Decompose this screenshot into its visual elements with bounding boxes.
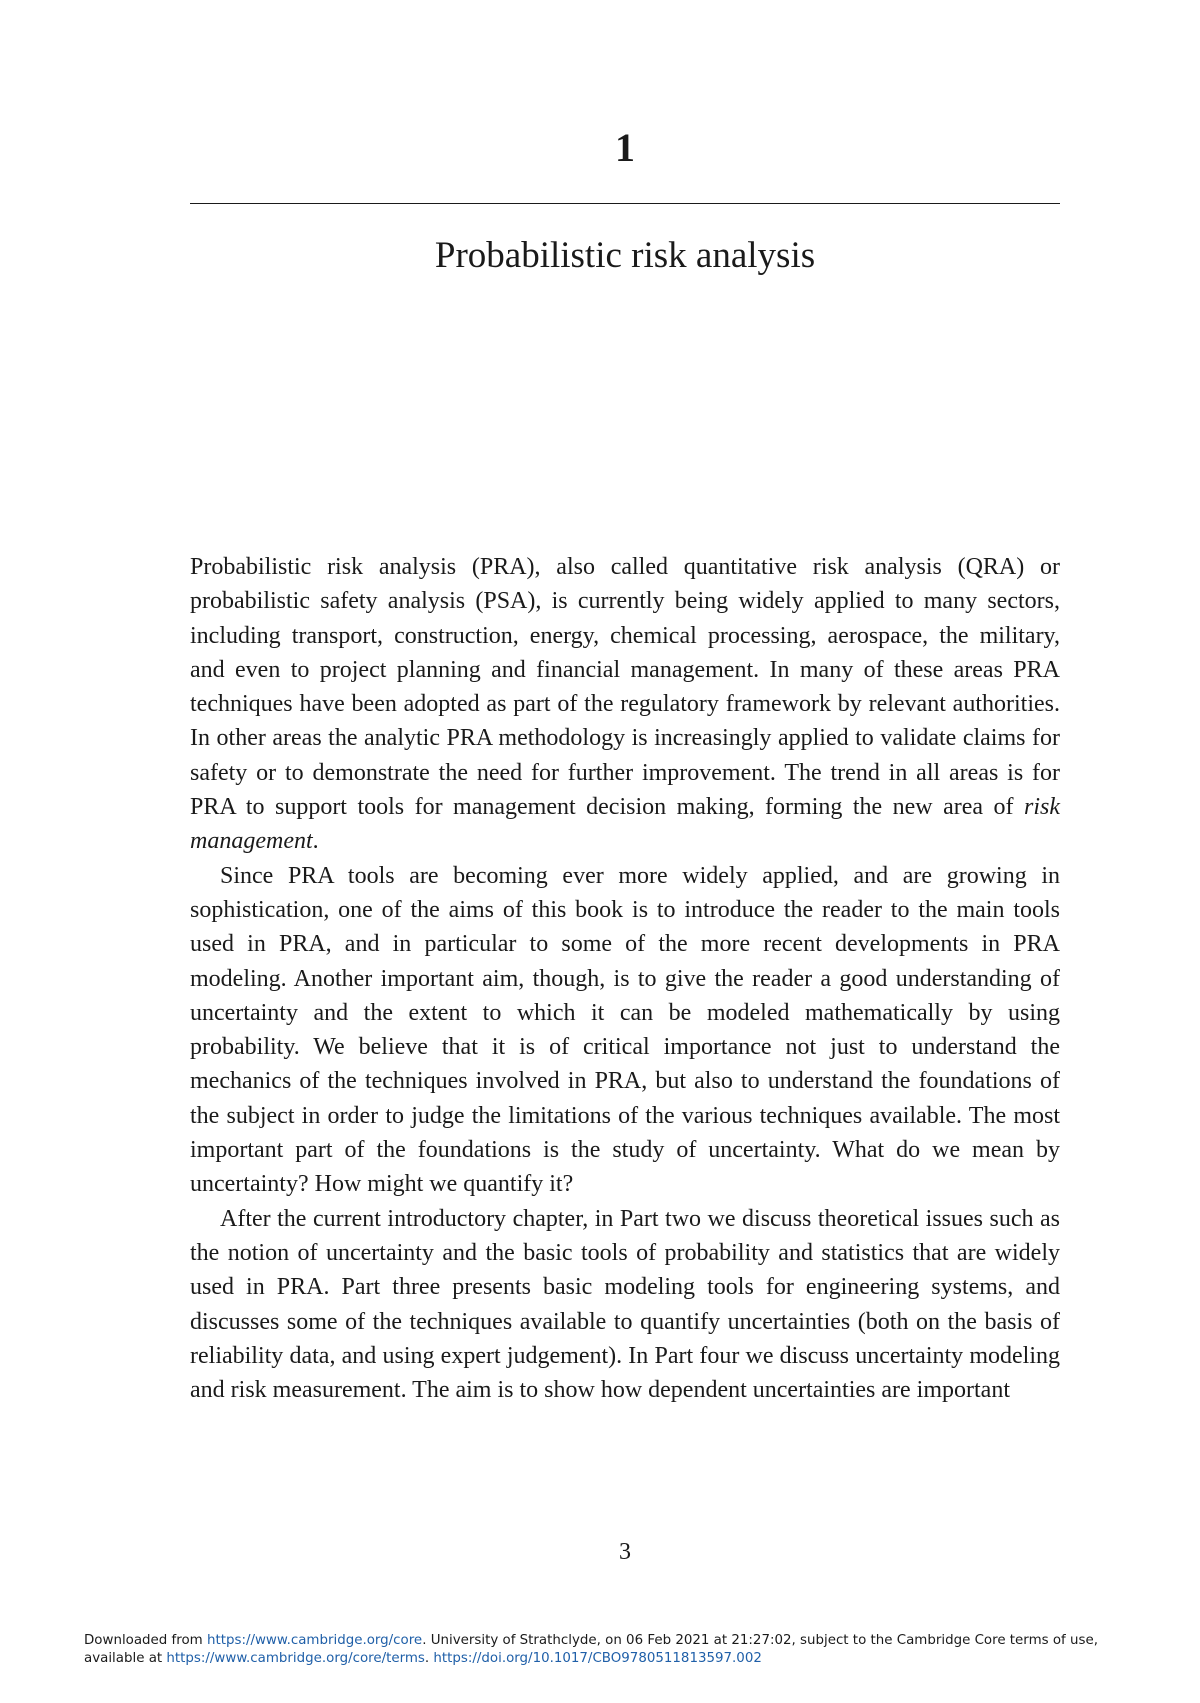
paragraph-3: After the current introductory chapter, in Part two we discuss theoretical issues such as the notion of uncertainty and the basic tools of probability and statistics that are widely used in PRA. Part three presents basic modeling tools for engineering systems, and discusses some of the techniques available to quantify uncertainties (both on the basis of reliability data, and using expert judgement). In Part four we discuss uncertainty modeling and risk measurement. The aim is to show how dependent uncertainties are important	[190, 1205, 1060, 1404]
doi-link[interactable]: https://doi.org/10.1017/CBO9780511813597.002	[433, 1651, 762, 1666]
terms-link[interactable]: https://www.cambridge.org/core/terms	[166, 1651, 425, 1666]
footer-available-label: available at	[84, 1651, 167, 1666]
chapter-divider	[190, 203, 1060, 204]
footer-line-2	[84, 1650, 1124, 1668]
footer-line-1	[84, 1632, 1124, 1650]
footer-access-info: . University of Strathclyde, on 06 Feb 2021 at 21:27:02, subject to the Cambridge Core terms of use,	[422, 1633, 1098, 1648]
chapter-number: 1	[615, 125, 635, 170]
paragraph-1-end: .	[312, 828, 319, 855]
download-footer	[84, 1632, 1124, 1668]
footer-separator: .	[424, 1651, 434, 1666]
paragraph-1-text: Probabilistic risk analysis (PRA), also called quantitative risk analysis (QRA) or probabilistic safety analysis (PSA), is currently being widely applied to many sectors, including transport, construction, energy, chemical processing, aerospace, the military, and even to project planning and financial management. In many of these areas PRA techniques have been adopted as part of the regulatory framework by relevant authorities. In other areas the analytic PRA methodology is increasingly applied to validate claims for safety or to demonstrate the need for further improvement. The trend in all areas is for PRA to support tools for management decision making, forming the new area of	[190, 554, 1060, 821]
paragraph-1	[190, 550, 1060, 859]
cambridge-core-link[interactable]: https://www.cambridge.org/core	[206, 1633, 423, 1648]
footer-downloaded-label: Downloaded from	[84, 1633, 207, 1648]
chapter-body	[190, 550, 1060, 1407]
paragraph-2: Since PRA tools are becoming ever more widely applied, and are growing in sophistication, one of the aims of this book is to introduce the reader to the main tools used in PRA, and in particular to some of the more recent developments in PRA modeling. Another important aim, though, is to give the reader a good understanding of uncertainty and the extent to which it can be modeled mathematically by using probability. We believe that it is of critical importance not just to understand the mechanics of the techniques involved in PRA, but also to understand the foundations of the subject in order to judge the limitations of the various techniques available. The most important part of the foundations is the study of uncertainty. What do we mean by uncertainty? How might we quantify it?	[190, 862, 1060, 1198]
page-number: 3	[619, 1539, 631, 1565]
paragraph-1-emphasis: risk management	[190, 794, 1060, 855]
chapter-title: Probabilistic risk analysis	[434, 235, 816, 276]
